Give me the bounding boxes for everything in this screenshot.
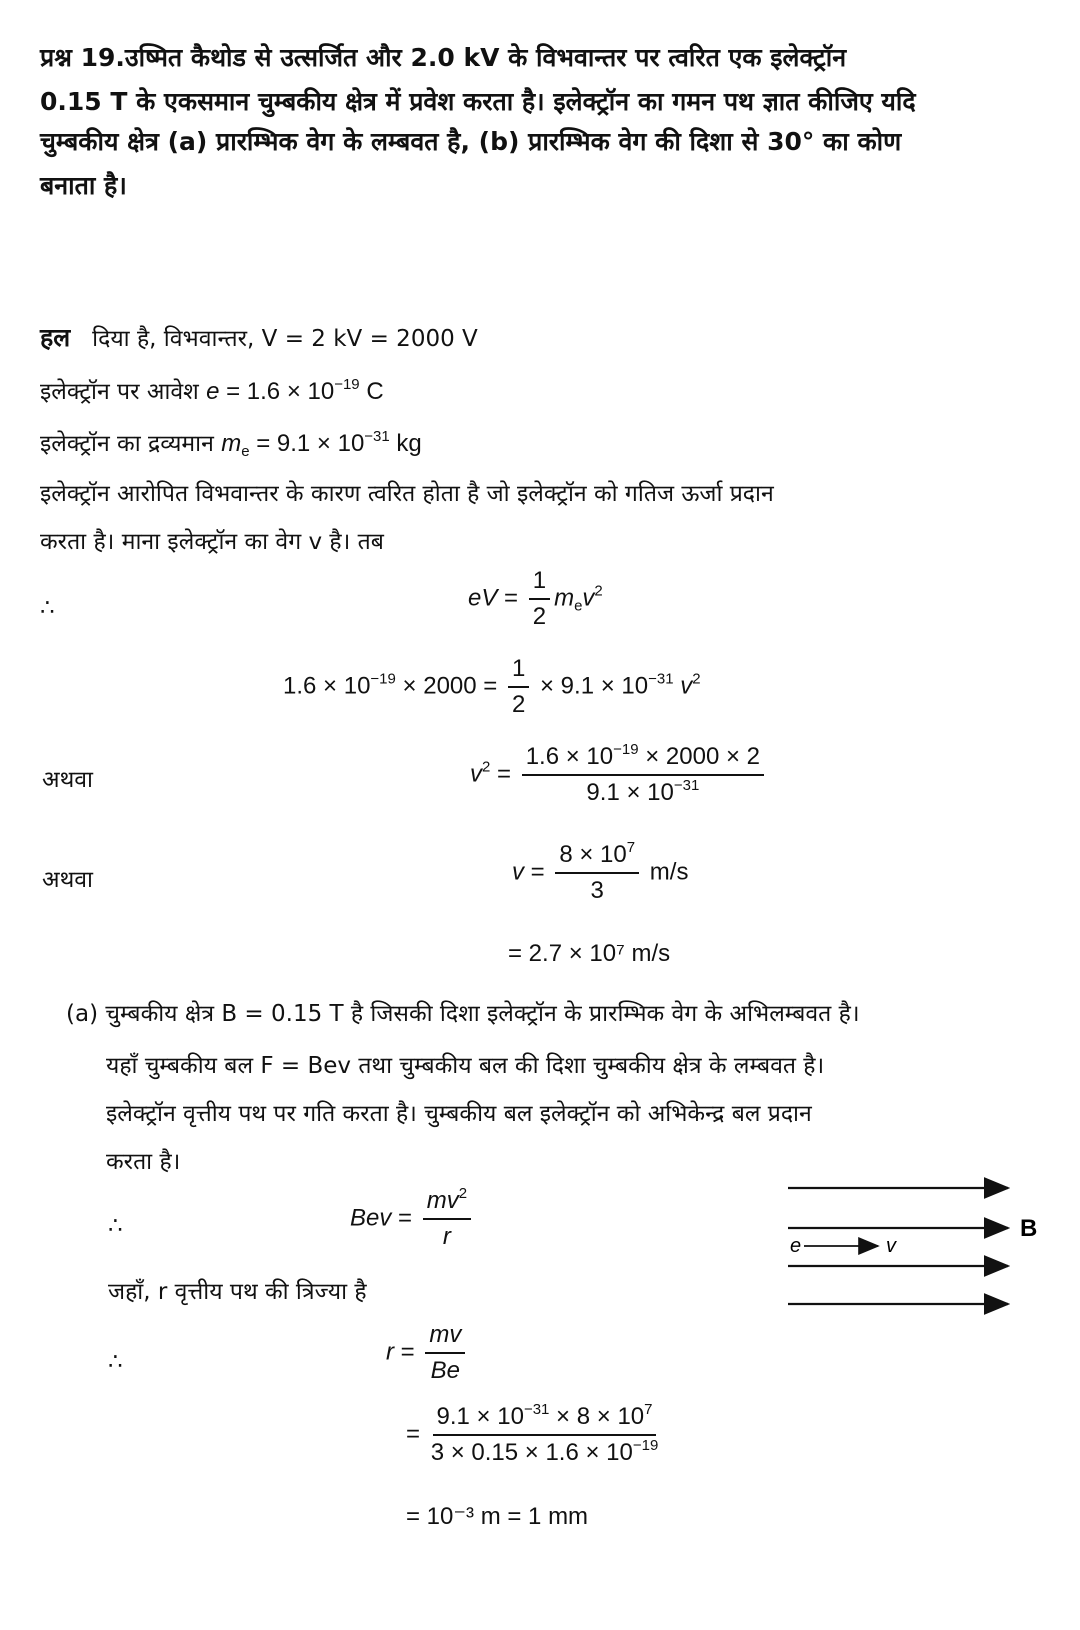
mass-line: इलेक्ट्रॉन का द्रव्यमान $m_e = 9.1 \times 10^{-31}$ kg bbox=[40, 428, 422, 460]
eq-v-result: = 2.7 × 10⁷ m/s bbox=[508, 940, 671, 967]
eq-v: v = $\frac{8 \times 10^7}{3}$ m/s bbox=[512, 839, 689, 904]
part-a-line-4: करता है। bbox=[106, 1149, 181, 1175]
eq-final: = 10⁻³ m = 1 mm bbox=[406, 1503, 589, 1530]
field-label: B bbox=[1020, 1215, 1038, 1242]
eq-radius-values: = $\frac{9.1 \times 10^{-31} \times 8 \times 10^7}{3 \times 0.15 \times 1.6 \times 10^{-19}}$ bbox=[406, 1401, 659, 1466]
eq-substitute: $1.6 \times 10^{-19} \times 2000$ = $\frac{1}{2}$ × $9.1 \times 10^{-31}$ $v^2$ bbox=[283, 655, 701, 718]
charge-line: इलेक्ट्रॉन पर आवेश $e = 1.6 \times 10^{-19}$ C bbox=[40, 376, 384, 405]
question-line-3: चुम्बकीय क्षेत्र (a) प्रारम्भिक वेग के लम्बवत है, (b) प्रारम्भिक वेग की दिशा से 30° का कोण bbox=[40, 127, 902, 156]
athva-1: अथवा bbox=[42, 767, 94, 793]
question-line-4: बनाता है। bbox=[40, 171, 127, 200]
magnetic-field-diagram bbox=[780, 1170, 1050, 1630]
para1-line2: करता है। माना इलेक्ट्रॉन का वेग v है। तब bbox=[40, 529, 384, 555]
velocity-label: v bbox=[886, 1235, 896, 1257]
radius-note: जहाँ, r वृत्तीय पथ की त्रिज्या है bbox=[108, 1279, 367, 1305]
eq-bev: Bev = $\frac{mv^2}{r}$ bbox=[350, 1186, 475, 1252]
question-line-1: प्रश्न 19.उष्मित कैथोड से उत्सर्जित और 2.0 kV के विभवान्तर पर त्वरित एक इलेक्ट्रॉन bbox=[40, 43, 847, 72]
therefore-1: ∴ bbox=[40, 595, 55, 621]
question-line-2: 0.15 T के एकसमान चुम्बकीय क्षेत्र में प्रवेश करता है। इलेक्ट्रॉन का गमन पथ ज्ञात कीजिए यदि bbox=[40, 87, 916, 116]
part-a-line-2: यहाँ चुम्बकीय बल F = Bev तथा चुम्बकीय बल की दिशा चुम्बकीय क्षेत्र के लम्बवत है। bbox=[106, 1053, 825, 1079]
part-a-line-1: (a) चुम्बकीय क्षेत्र B = 0.15 T है जिसकी दिशा इलेक्ट्रॉन के प्रारम्भिक वेग के अभिलम्बवत है। bbox=[66, 1001, 860, 1027]
therefore-3: ∴ bbox=[108, 1349, 123, 1375]
part-a-line-3: इलेक्ट्रॉन वृत्तीय पथ पर गति करता है। चुम्बकीय बल इलेक्ट्रॉन को अभिकेन्द्र बल प्रदान bbox=[106, 1101, 812, 1127]
eq-v-squared: $v^2$ = $\frac{1.6 \times 10^{-19} \times 2000 \times 2}{9.1 \times 10^{-31}}$ bbox=[470, 742, 768, 808]
question-label: प्रश्न 19. bbox=[40, 43, 125, 72]
solution-given: हल दिया है, विभवान्तर, V = 2 kV = 2000 V bbox=[40, 323, 478, 352]
eq-energy: eV = $\frac{1}{2}$ $m_ev^2$ bbox=[468, 567, 603, 630]
eq-radius: r = $\frac{mv}{Be}$ bbox=[386, 1320, 469, 1386]
solution-label: हल bbox=[40, 323, 71, 352]
athva-2: अथवा bbox=[42, 867, 94, 893]
therefore-2: ∴ bbox=[108, 1213, 123, 1239]
electron-label: e bbox=[790, 1235, 802, 1257]
para1-line1: इलेक्ट्रॉन आरोपित विभवान्तर के कारण त्वरित होता है जो इलेक्ट्रॉन को गतिज ऊर्जा प्रदान bbox=[40, 481, 774, 507]
